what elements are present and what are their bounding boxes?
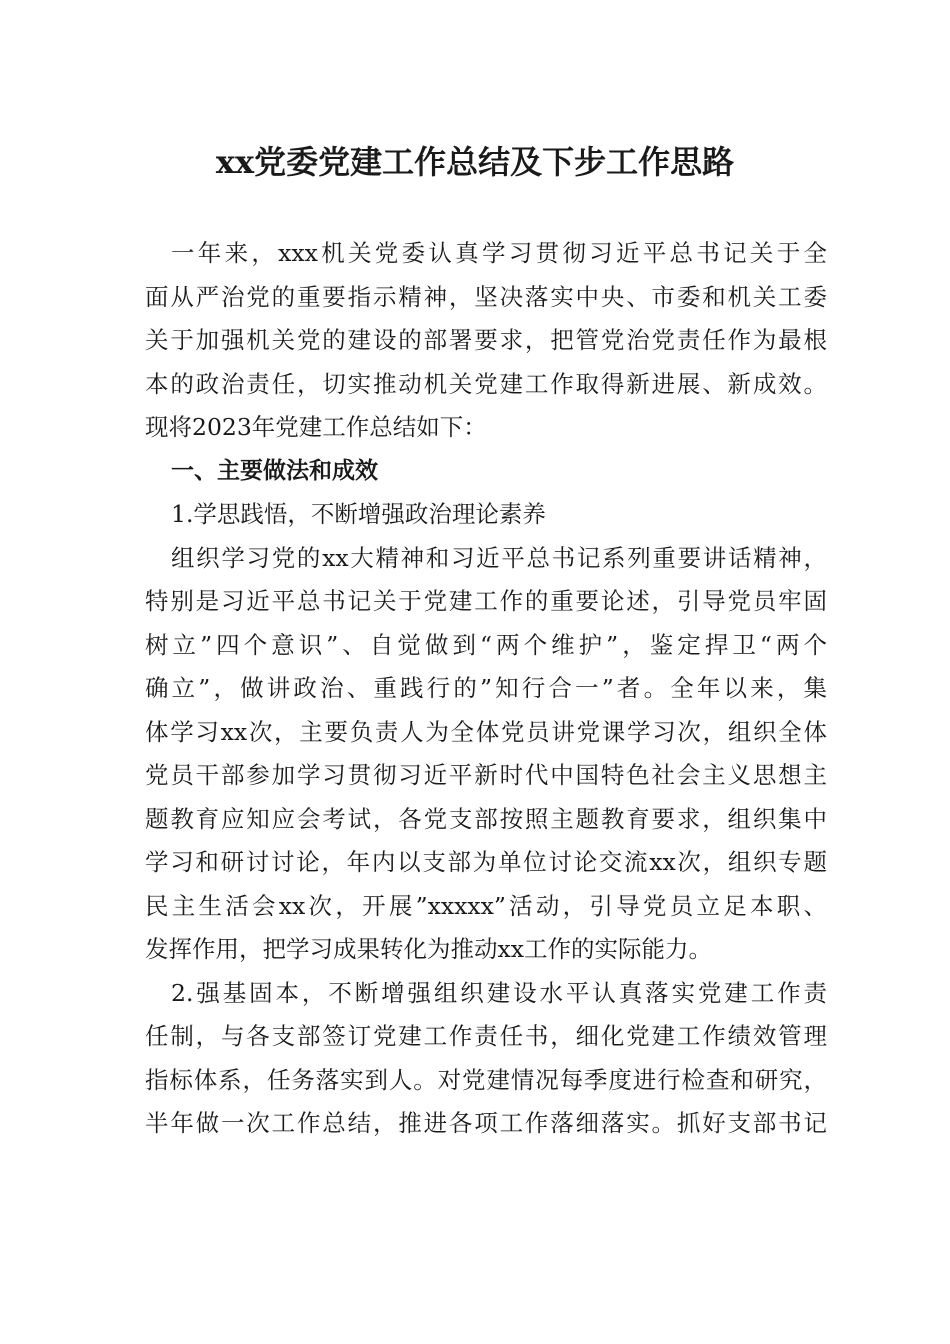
text-line: 指标体系，任务落实到人。对党建情况每季度进行检查和研究， xyxy=(145,1065,827,1094)
text-line: 组织学习党的xx大精神和习近平总书记系列重要讲话精神， xyxy=(171,543,827,572)
item-heading-text: 1.学思践悟，不断增强政治理论素养 xyxy=(171,500,546,528)
text-line: 面从严治党的重要指示精神，坚决落实中央、市委和机关工委 xyxy=(145,282,827,311)
text-line: 学习和研讨讨论，年内以支部为单位讨论交流xx次，组织专题 xyxy=(145,848,827,876)
section-heading xyxy=(145,450,827,494)
section-heading-text: 一、主要做法和成效 xyxy=(171,457,378,484)
text-line: 确立”，做讲政治、重践行的”知行合一”者。全年以来，集 xyxy=(145,674,827,702)
text-line: 党员干部参加学习贯彻习近平新时代中国特色社会主义思想主 xyxy=(145,761,827,789)
text-line: 2.强基固本，不断增强组织建设水平认真落实党建工作责 xyxy=(171,978,827,1007)
text-line: 特别是习近平总书记关于党建工作的重要论述，引导党员牢固 xyxy=(145,587,827,615)
text-line: 现将2023年党建工作总结如下： xyxy=(145,413,487,441)
text-line: 本的政治责任，切实推动机关党建工作取得新进展、新成效。 xyxy=(145,369,827,398)
item-1-heading xyxy=(145,493,827,537)
item-1-paragraph xyxy=(145,537,827,972)
document-body xyxy=(145,232,827,1146)
text-line: 关于加强机关党的建设的部署要求，把管党治党责任作为最根 xyxy=(145,326,827,354)
text-line: 民主生活会xx次，开展”xxxxx”活动，引导党员立足本职、 xyxy=(145,891,827,920)
text-line: 树立”四个意识”、自觉做到“两个维护”，鉴定捍卫“两个 xyxy=(145,630,827,659)
text-line: 任制，与各支部签订党建工作责任书，细化党建工作绩效管理 xyxy=(145,1022,827,1050)
text-line: 半年做一次工作总结，推进各项工作落细落实。抓好支部书记 xyxy=(145,1109,827,1137)
text-line: 题教育应知应会考试，各党支部按照主题教育要求，组织集中 xyxy=(145,804,827,833)
intro-paragraph xyxy=(145,232,827,450)
text-line: 体学习xx次，主要负责人为全体党员讲党课学习次，组织全体 xyxy=(145,717,827,746)
page-title: xx党委党建工作总结及下步工作思路 xyxy=(215,143,735,181)
text-line: 一年来，xxx机关党委认真学习贯彻习近平总书记关于全 xyxy=(171,239,827,267)
text-line: 发挥作用，把学习成果转化为推动xx工作的实际能力。 xyxy=(145,935,713,963)
item-2-paragraph xyxy=(145,972,827,1146)
